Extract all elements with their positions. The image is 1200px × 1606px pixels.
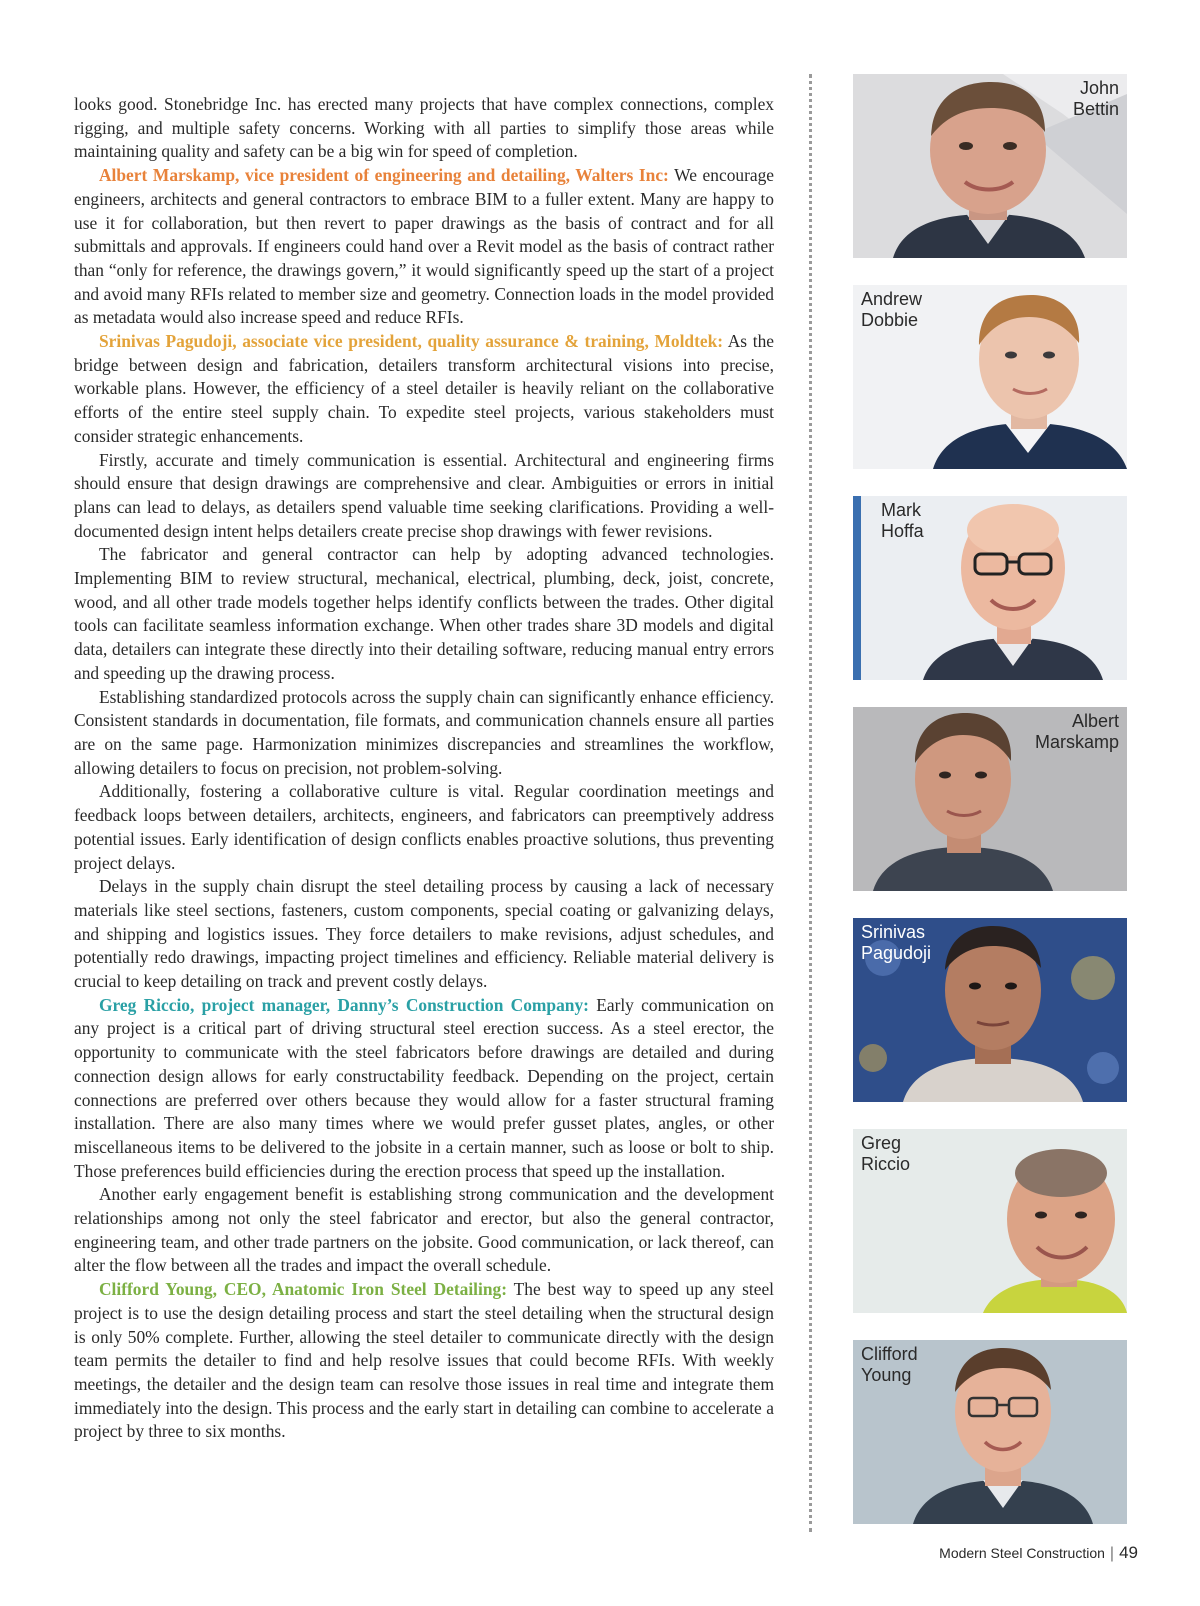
paragraph-marskamp (74, 164, 774, 330)
paragraph-text: Early communication on any project is a critical part of driving structural steel erection success. As a steel erector, the opportunity to communicate with the steel fabricators before drawings are detailed and during connection design allows for early constructability feedback. Depending on the project, certain connections are preferred over others because they would allow for a faster structural framing installation. There are also many times where we would prefer gusset plates, angles, or other miscellaneous items to be delivered to the jobsite in a certain manner, such as loose or bolt to ship. Those preferences build efficiencies during the erection process that speed up the installation. (74, 994, 774, 1181)
headshot-andrew-dobbie (853, 285, 1127, 469)
paragraph-text: looks good. Stonebridge Inc. has erected many projects that have complex connections, complex rigging, and multiple safety concerns. Working with all parties to simplify those areas while maintaining quality and safety can be a big win for speed of completion. (74, 94, 774, 162)
paragraph (74, 875, 774, 994)
paragraph-continued (74, 93, 774, 164)
footer-separator: | (1109, 1545, 1115, 1562)
headshot-srinivas-pagudoji (853, 918, 1127, 1102)
paragraph-text: Delays in the supply chain disrupt the steel detailing process by causing a lack of necessary materials like steel sections, fasteners, custom components, special coating or galvanizing delays, and shipping and logistics issues. They force detailers to make revisions, adjust schedules, and potentially redo drawings, impacting project timelines and efficiency. Reliable material delivery is crucial to keep detailing on track and prevent costly delays. (74, 876, 774, 992)
paragraph-text: The fabricator and general contractor can help by adopting advanced technologies. Implementing BIM to review structural, mechanical, electrical, plumbing, deck, joist, concrete, wood, and all other trade models together helps identify conflicts between the trades. Other digital tools can facilitate seamless information exchange. When other trades share 3D models and digital data, detailers can integrate these directly into their detailing software, reducing manual entry errors and speeding up the drawing process. (74, 544, 774, 683)
photo-caption-name: John Bettin (1072, 78, 1119, 119)
headshot-greg-riccio (853, 1129, 1127, 1313)
column-divider (809, 74, 812, 1532)
headshot-clifford-young (853, 1340, 1127, 1524)
paragraph-text: Another early engagement benefit is establishing strong communication and the development relationships among not only the steel fabricator and erector, but also the general contractor, engineering team, and other trade partners on the jobsite. Good communication, or lack thereof, can alter the flow between all the trades and impact the overall schedule. (74, 1184, 774, 1276)
speaker-pagudoji: Srinivas Pagudoji, associate vice president, quality assurance & training, Moldtek: (99, 331, 724, 352)
paragraph-text: Establishing standardized protocols across the supply chain can significantly enhance efficiency. Consistent standards in documentation, file formats, and communication channels ensure all parties are on the same page. Harmonization minimizes discrepancies and streamlines the workflow, allowing detailers to focus on precision, not problem-solving. (74, 686, 774, 778)
paragraph (74, 686, 774, 781)
paragraph-text: Additionally, fostering a collaborative culture is vital. Regular coordination meetings and feedback loops between detailers, architects, engineers, and fabricators can preemptively address potential issues. Early identification of design conflicts enables proactive solutions, thus preventing project delays. (74, 781, 774, 873)
photo-caption-name: Clifford Young (861, 1344, 918, 1385)
paragraph-pagudoji (74, 330, 774, 449)
speaker-marskamp: Albert Marskamp, vice president of engineering and detailing, Walters Inc: (99, 165, 669, 186)
paragraph-text: The best way to speed up any steel project is to use the design detailing process and start the steel detailing when the structural design is only 50% complete. Further, allowing the steel detailer to communicate directly with the design team permits the detailer to find and help resolve issues that could become RFIs. With weekly meetings, the detailer and the design team can resolve those issues in real time and integrate them immediately into the design. This process and the early start in detailing can combine to accelerate a project by three to six months. (74, 1279, 774, 1442)
page-number: 49 (1119, 1543, 1138, 1562)
paragraph-text: We encourage engineers, architects and general contractors to embrace BIM to a fuller extent. Many are happy to use it for collaboration, but then revert to paper drawings as the basis of contract and for all submittals and approvals. If engineers could hand over a Revit model as the basis of contract rather than “only for reference, the drawings govern,” it would significantly speed up the start of a project and avoid many RFIs related to member size and geometry. Connection loads in the model provided as metadata would also increase speed and reduce RFIs. (74, 165, 775, 328)
headshot-john-bettin (853, 74, 1127, 258)
article-text-column (74, 93, 774, 1444)
photo-caption-name: Mark Hoffa (881, 500, 924, 541)
paragraph (74, 1183, 774, 1278)
paragraph (74, 543, 774, 685)
paragraph (74, 449, 774, 544)
paragraph-text: As the bridge between design and fabrication, detailers transform architectural visions into precise, workable plans. However, the efficiency of a steel detailer is heavily reliant on the collaborative efforts of the entire steel supply chain. To expedite steel projects, various stakeholders must consider strategic enhancements. (74, 331, 774, 446)
page-footer (939, 1543, 1138, 1563)
speaker-riccio: Greg Riccio, project manager, Danny’s Construction Company: (99, 994, 589, 1015)
paragraph-text: Firstly, accurate and timely communication is essential. Architectural and engineering firms should ensure that design drawings are comprehensive and clear. Ambiguities or errors in initial plans can lead to delays, as detailers spend valuable time seeking clarifications. Providing a well-documented design intent helps detailers create precise shop drawings with fewer revisions. (74, 449, 774, 541)
paragraph-young (74, 1278, 774, 1444)
photo-caption-name: Albert Marskamp (1034, 711, 1119, 752)
paragraph (74, 780, 774, 875)
publication-name: Modern Steel Construction (939, 1545, 1105, 1561)
speaker-young: Clifford Young, CEO, Anatomic Iron Steel Detailing: (99, 1279, 508, 1300)
headshot-mark-hoffa (853, 496, 1127, 680)
photo-caption-name: Greg Riccio (861, 1133, 911, 1174)
photo-caption-name: Srinivas Pagudoji (861, 922, 932, 963)
paragraph-riccio (74, 994, 774, 1184)
headshot-albert-marskamp (853, 707, 1127, 891)
photo-caption-name: Andrew Dobbie (861, 289, 923, 330)
